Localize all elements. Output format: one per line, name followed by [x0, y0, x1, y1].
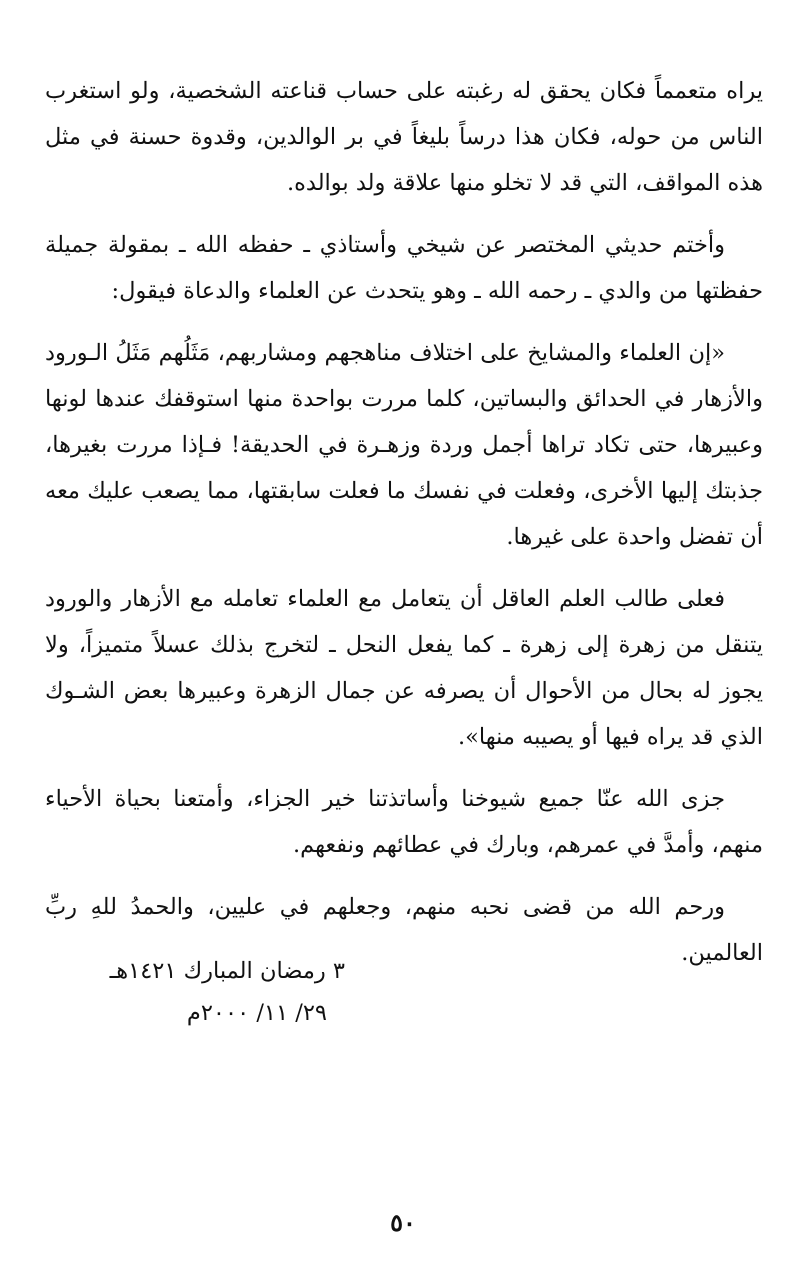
paragraph-prayer: جزى الله عنّا جميع شيوخنا وأساتذتنا خير الجزاء، وأمتعنا بحياة الأحياء منهم، وأمدَّ في عمرهم، وبارك في عطائهم ونفعهم.	[45, 786, 763, 858]
hijri-date: ٣ رمضان المبارك ١٤٢١هـ	[109, 958, 345, 984]
page-body	[45, 68, 763, 992]
gregorian-date: ٢٩/ ١١/ ٢٠٠٠م	[186, 1000, 327, 1026]
page-number: ٥٠	[390, 1208, 416, 1237]
paragraph-mercy: ورحم الله من قضى نحبه منهم، وجعلهم في عليين، والحمدُ للهِ ربِّ العالمين.	[45, 894, 763, 966]
quote-paragraph-student: فعلى طالب العلم العاقل أن يتعامل مع العلماء تعامله مع الأزهار والورود يتنقل من زهرة إلى زهرة ـ كما يفعل النحل ـ لتخرج بذلك عسلاً متميزاً، ولا يجوز له بحال من الأحوال أن يصرفه عن جمال الزهرة وعبيرها بعض الشـوك الذي قد يراه فيها أو يصيبه منها».	[45, 586, 763, 750]
signature-block	[45, 950, 345, 1034]
paragraph-closing-remarks: وأختم حديثي المختصر عن شيخي وأستاذي ـ حفظه الله ـ بمقولة جميلة حفظتها من والدي ـ رحمه الله ـ وهو يتحدث عن العلماء والدعاة فيقول:	[45, 232, 763, 304]
paragraph-continuation: يراه متعمماً فكان يحقق له رغبته على حساب قناعته الشخصية، ولو استغرب الناس من حوله، فكان هذا درساً بليغاً في بر الوالدين، وقدوة حسنة في مثل هذه المواقف، التي قد لا تخلو منها علاقة ولد بوالده.	[45, 78, 763, 196]
quote-paragraph-scholars: «إن العلماء والمشايخ على اختلاف مناهجهم ومشاربهم، مَثَلُهم مَثَلُ الـورود والأزهار في الحدائق والبساتين، كلما مررت بواحدة منها استوقفك عندها لونها وعبيرها، حتى تكاد تراها أجمل وردة وزهـرة في الحديقة! فـإذا مررت بغيرها، جذبتك إليها الأخرى، وفعلت في نفسك ما فعلت سابقتها، مما يصعب عليك معه أن تفضل واحدة على غيرها.	[45, 340, 763, 550]
